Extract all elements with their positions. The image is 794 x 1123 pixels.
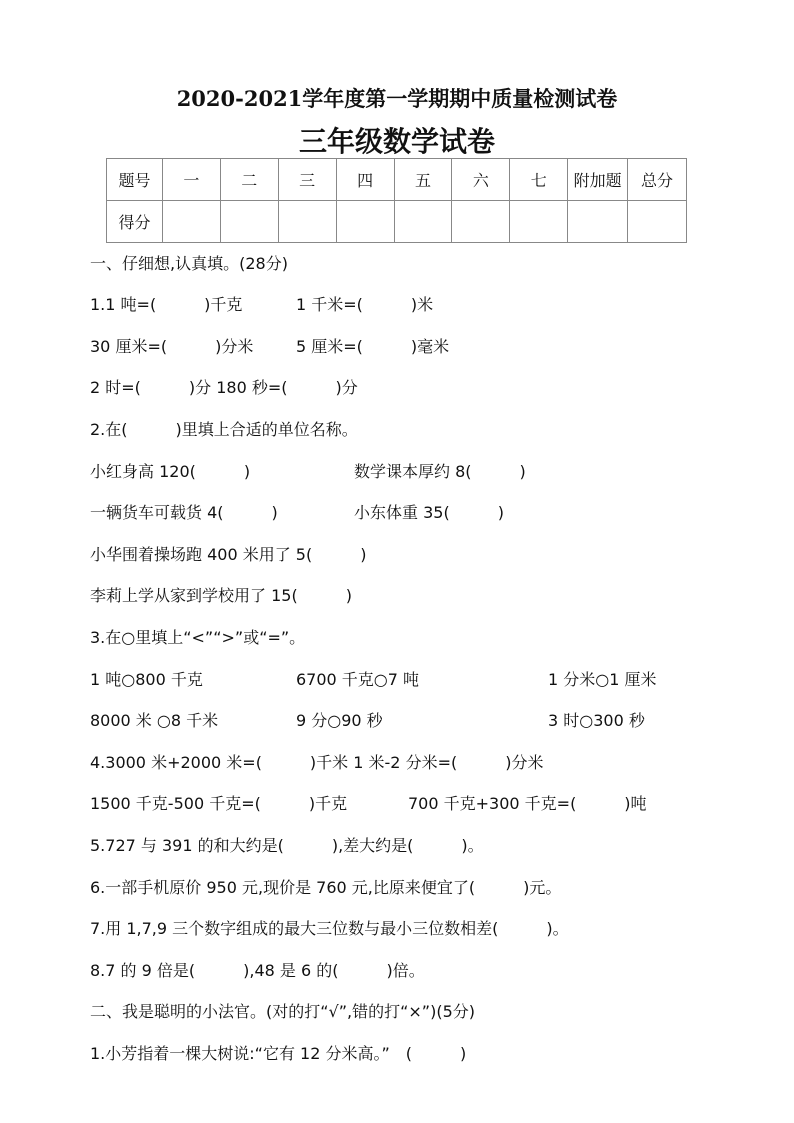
score-input-cell[interactable]	[162, 201, 220, 243]
score-input-cell[interactable]	[628, 201, 687, 243]
question-text: 小东体重 35( )	[354, 503, 504, 522]
exam-title: 2020-2021学年度第一学期期中质量检测试卷	[176, 86, 618, 111]
question-text: 1500 千克-500 千克=( )千克	[90, 794, 348, 813]
table-cell: 五	[394, 159, 452, 201]
question-text: 1.1 吨=( )千克	[90, 295, 243, 314]
question-text: 1 分米○1 厘米	[548, 670, 657, 689]
table-cell: 一	[162, 159, 220, 201]
score-input-cell[interactable]	[394, 201, 452, 243]
question-text: 3 时○300 秒	[548, 711, 645, 730]
question-text: 8.7 的 9 倍是( ),48 是 6 的( )倍。	[90, 961, 425, 980]
question-text: 8000 米 ○8 千米	[90, 711, 219, 730]
table-cell: 题号	[107, 159, 163, 201]
score-input-cell[interactable]	[336, 201, 394, 243]
question-text: 30 厘米=( )分米	[90, 337, 254, 356]
table-cell: 六	[452, 159, 510, 201]
question-text: 6.一部手机原价 950 元,现价是 760 元,比原来便宜了( )元。	[90, 878, 562, 897]
question-text: 一辆货车可载货 4( )	[90, 503, 278, 522]
question-text: 1.小芳指着一棵大树说:“它有 12 分米高。” ( )	[90, 1044, 467, 1063]
score-table-score-row	[107, 201, 687, 243]
score-input-cell[interactable]	[452, 201, 510, 243]
score-input-cell[interactable]	[220, 201, 278, 243]
score-input-cell[interactable]	[510, 201, 568, 243]
table-cell: 七	[510, 159, 568, 201]
question-text: 5.727 与 391 的和大约是( ),差大约是( )。	[90, 836, 484, 855]
table-cell: 四	[336, 159, 394, 201]
table-cell: 总分	[628, 159, 687, 201]
question-text: 李莉上学从家到学校用了 15( )	[90, 586, 352, 605]
score-table	[106, 158, 687, 243]
table-cell: 得分	[107, 201, 163, 243]
question-text: 小红身高 120( )	[90, 462, 251, 481]
question-text: 1 吨○800 千克	[90, 670, 203, 689]
question-text: 7.用 1,7,9 三个数字组成的最大三位数与最小三位数相差( )。	[90, 919, 569, 938]
question-text: 6700 千克○7 吨	[296, 670, 420, 689]
section1-heading: 一、仔细想,认真填。(28分)	[90, 254, 288, 273]
score-input-cell[interactable]	[278, 201, 336, 243]
exam-subtitle: 三年级数学试卷	[298, 125, 495, 158]
question-text: 700 千克+300 千克=( )吨	[408, 794, 647, 813]
score-table-header-row	[107, 159, 687, 201]
question-text: 2.在( )里填上合适的单位名称。	[90, 420, 358, 439]
score-input-cell[interactable]	[568, 201, 628, 243]
question-text: 4.3000 米+2000 米=( )千米 1 米-2 分米=( )分米	[90, 753, 544, 772]
section2-heading: 二、我是聪明的小法官。(对的打“√”,错的打“×”)(5分)	[90, 1002, 475, 1021]
question-text: 5 厘米=( )毫米	[296, 337, 450, 356]
table-cell: 附加题	[568, 159, 628, 201]
question-text: 2 时=( )分 180 秒=( )分	[90, 378, 358, 397]
question-text: 3.在○里填上“<”“>”或“=”。	[90, 628, 306, 647]
table-cell: 二	[220, 159, 278, 201]
question-text: 数学课本厚约 8( )	[354, 462, 526, 481]
question-text: 1 千米=( )米	[296, 295, 434, 314]
table-cell: 三	[278, 159, 336, 201]
question-text: 小华围着操场跑 400 米用了 5( )	[90, 545, 367, 564]
question-text: 9 分○90 秒	[296, 711, 383, 730]
